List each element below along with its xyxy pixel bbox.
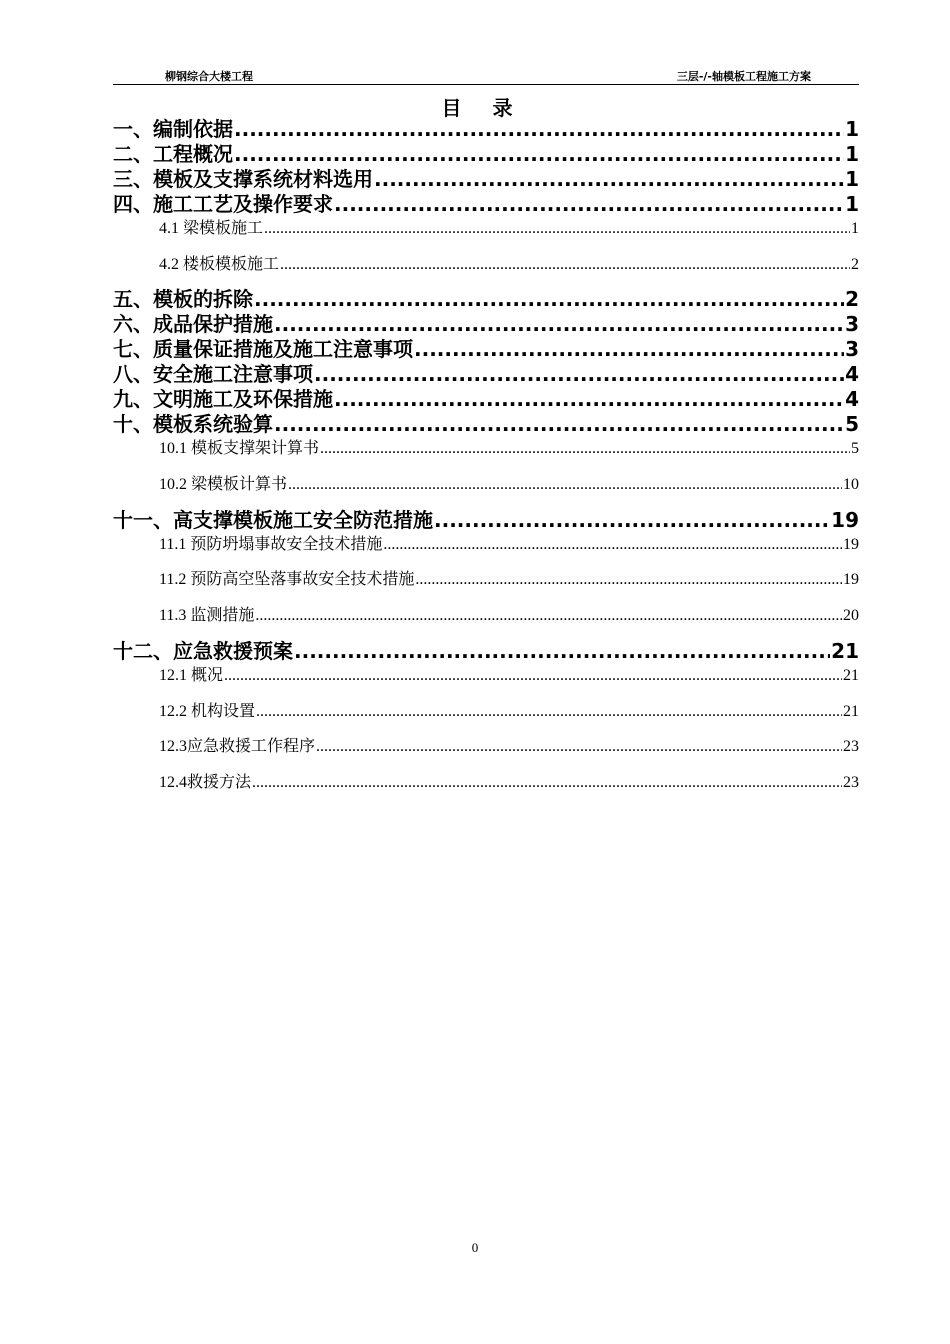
toc-subentry[interactable] [159,736,859,758]
toc-leader-dots [274,312,844,337]
toc-leader-dots [255,605,842,627]
toc-entry-label: 11.2 预防高空坠落事故安全技术措施 [159,571,415,588]
toc-entry-label: 二、工程概况 [113,142,233,166]
toc-subentry[interactable] [159,569,859,591]
toc-entry[interactable] [113,117,859,142]
toc-entry-page: 23 [843,774,859,791]
toc-leader-dots [234,142,844,167]
toc-title: 目 录 [441,96,525,120]
toc-entry-page: 1 [851,220,859,237]
toc-entry-label: 12.4救援方法 [159,774,252,791]
page-number: 0 [471,1240,479,1255]
toc-entry-label: 五、模板的拆除 [113,287,253,311]
toc-leader-dots [294,639,830,664]
toc-subentry[interactable] [159,605,859,627]
toc-leader-dots [316,736,842,758]
toc-leader-dots [254,287,844,312]
toc-entry-label: 11.1 预防坍塌事故安全技术措施 [159,536,383,553]
toc-leader-dots [264,218,850,240]
toc-leader-dots [414,337,844,362]
toc-entry-page: 19 [843,536,859,553]
toc-leader-dots [288,474,842,496]
toc-entry-label: 12.3应急救援工作程序 [159,738,316,755]
page-header [113,66,859,85]
toc-subentry[interactable] [159,665,859,687]
toc-entry-label: 六、成品保护措施 [113,312,273,336]
toc-entry[interactable] [113,412,859,437]
toc-entry-page: 2 [851,256,859,273]
toc-entry-page: 20 [843,607,859,624]
toc-entry-label: 12.1 概况 [159,667,224,684]
toc-leader-dots [224,665,842,687]
toc-entry-label: 九、文明施工及环保措施 [113,387,333,411]
toc-leader-dots [320,438,850,460]
toc-entry-page: 3 [845,312,859,336]
toc-entry-page: 2 [845,287,859,311]
toc-leader-dots [334,192,844,217]
toc-entry-page: 23 [843,738,859,755]
toc-entry[interactable] [113,337,859,362]
toc-leader-dots [256,701,842,723]
toc-entry[interactable] [113,312,859,337]
toc-leader-dots [415,569,842,591]
toc-subentry[interactable] [159,534,859,556]
toc-subentry[interactable] [159,701,859,723]
toc-entry[interactable] [113,167,859,192]
toc-entry[interactable] [113,508,859,533]
toc-entry-page: 1 [845,117,859,141]
toc-entry-label: 十一、高支撑模板施工安全防范措施 [113,508,433,532]
toc-entry-label: 四、施工工艺及操作要求 [113,192,333,216]
toc-entry-label: 八、安全施工注意事项 [113,362,313,386]
toc-leader-dots [434,508,830,533]
toc-subentry[interactable] [159,254,859,276]
toc-entry-page: 4 [845,387,859,411]
toc-leader-dots [252,772,842,794]
toc-subentry[interactable] [159,474,859,496]
toc-leader-dots [334,387,844,412]
toc-entry-page: 1 [845,167,859,191]
toc-entry-label: 10.2 梁模板计算书 [159,476,288,493]
toc-entry-page: 21 [843,667,859,684]
header-project-name: 柳钢综合大楼工程 [165,70,253,83]
toc-leader-dots [280,254,850,276]
toc-entry-page: 19 [831,508,859,532]
toc-leader-dots [383,534,842,556]
toc-entry[interactable] [113,192,859,217]
toc-entry-label: 十二、应急救援预案 [113,639,293,663]
toc-entry-page: 4 [845,362,859,386]
toc-entry-label: 七、质量保证措施及施工注意事项 [113,337,413,361]
toc-entry[interactable] [113,639,859,664]
toc-leader-dots [374,167,844,192]
toc-entry-page: 19 [843,571,859,588]
toc-entry-page: 1 [845,142,859,166]
header-document-title: 三层-/-轴模板工程施工方案 [676,70,811,83]
toc-entry-label: 三、模板及支撑系统材料选用 [113,167,373,191]
toc-entry[interactable] [113,362,859,387]
toc-entry[interactable] [113,142,859,167]
toc-entry-label: 十、模板系统验算 [113,412,273,436]
toc-entry[interactable] [113,287,859,312]
toc-entry-page: 5 [845,412,859,436]
toc-subentry[interactable] [159,218,859,240]
toc-entry-label: 12.2 机构设置 [159,703,256,720]
toc-leader-dots [274,412,844,437]
toc-leader-dots [314,362,844,387]
toc-entry-page: 1 [845,192,859,216]
toc-entry-page: 10 [843,476,859,493]
toc-entry-label: 一、编制依据 [113,117,233,141]
toc-entry-label: 10.1 模板支撑架计算书 [159,440,320,457]
toc-subentry[interactable] [159,772,859,794]
toc-entry-label: 4.1 梁模板施工 [159,220,264,237]
toc-entry[interactable] [113,387,859,412]
toc-subentry[interactable] [159,438,859,460]
toc-entry-page: 5 [851,440,859,457]
toc-entry-label: 11.3 监测措施 [159,607,255,624]
toc-entry-label: 4.2 楼板模板施工 [159,256,280,273]
toc-entry-page: 21 [843,703,859,720]
toc-entry-page: 21 [831,639,859,663]
toc-entry-page: 3 [845,337,859,361]
toc-leader-dots [234,117,844,142]
